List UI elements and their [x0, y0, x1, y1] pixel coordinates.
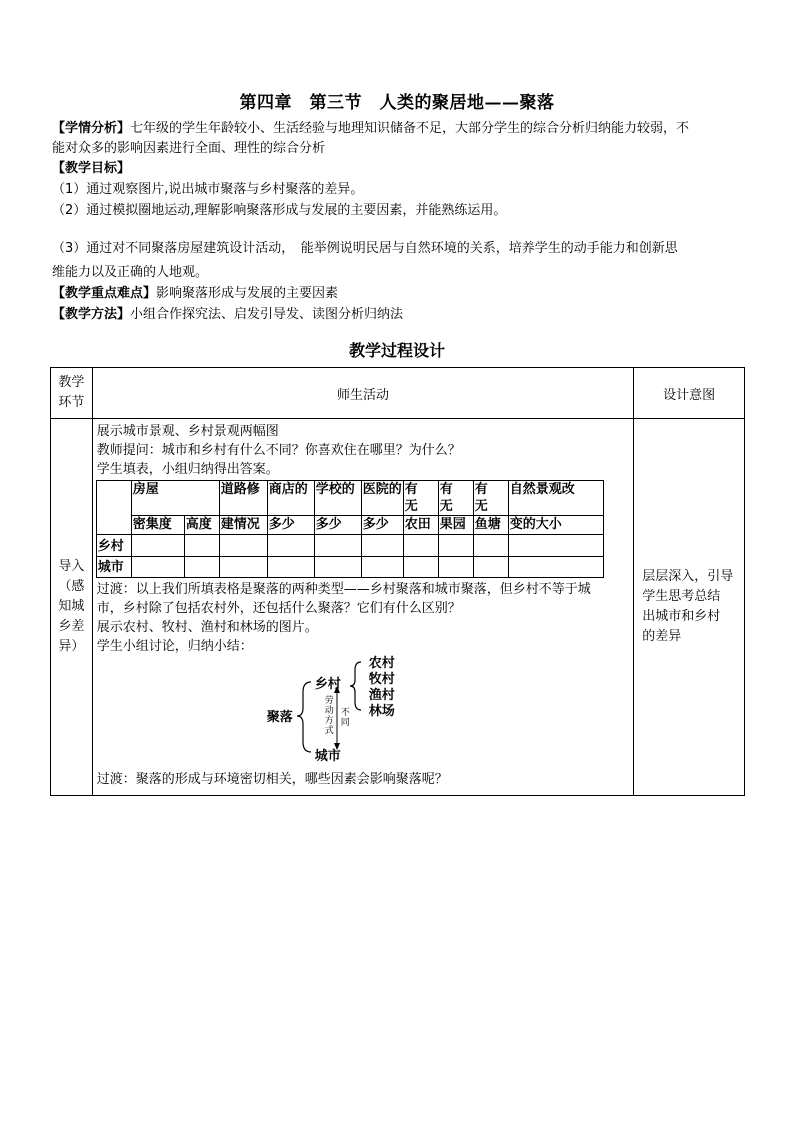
input-cell[interactable] [184, 557, 219, 578]
goal-1: （1）通过观察图片,说出城市聚落与乡村聚落的差异。 [52, 182, 364, 197]
pond-header: 有 无 [473, 481, 508, 516]
types-brace [350, 662, 361, 710]
height-header: 高度 [184, 516, 219, 535]
input-cell[interactable] [403, 535, 438, 557]
diagram-braces [97, 660, 635, 768]
page-title: 第四章 第三节 人类的聚居地——聚落 [239, 93, 555, 113]
input-cell[interactable] [361, 535, 403, 557]
input-cell[interactable] [314, 557, 361, 578]
orchard-header: 有 无 [438, 481, 473, 516]
activity-text: 展示农村、牧村、渔村和林场的图片。 [96, 620, 318, 635]
road-header-2: 建情况 [219, 516, 267, 535]
header-intent: 设计意图 [634, 368, 745, 419]
process-row-intro [51, 419, 745, 796]
goals-label [52, 159, 752, 179]
activity-text: 展示城市景观、乡村景观两幅图 [96, 424, 279, 439]
stage-line: 知城 [58, 599, 85, 614]
shop-header-2: 多少 [267, 516, 314, 535]
method-label: 【教学方法】 [52, 307, 131, 322]
key-points [52, 284, 752, 304]
nature-header: 自然景观改 [508, 481, 603, 516]
input-cell[interactable] [314, 535, 361, 557]
road-header: 道路修 [219, 481, 267, 516]
orchard-header-2: 果园 [438, 516, 473, 535]
intent-line: 出城市和乡村 [642, 609, 721, 624]
goal-3-cont: 维能力以及正确的人地观。 [52, 265, 209, 280]
settlement-diagram [97, 656, 629, 768]
diagram-diff: 不同 [340, 708, 350, 728]
pond-header-2: 鱼塘 [473, 516, 508, 535]
analysis-text: 七年级的学生年龄较小、生活经验与地理知识储备不足，大部分学生的综合分析归纳能力较弱，不 [130, 121, 690, 136]
farm-header-2: 农田 [403, 516, 438, 535]
activity-text: 市，乡村除了包括农村外，还包括什么聚落？它们有什么区别？ [96, 601, 461, 616]
analysis-line [52, 119, 752, 139]
analysis-line-2: 能对众多的影响因素进行全面、理性的综合分析 [52, 141, 326, 156]
diagram-village: 乡村 [314, 677, 341, 692]
header-stage: 教学 环节 [51, 368, 93, 419]
input-cell[interactable] [508, 535, 603, 557]
hospital-header-2: 多少 [361, 516, 403, 535]
comparison-table [96, 480, 604, 578]
diagram-labor: 劳动方式 [324, 696, 334, 736]
goals-label-text: 【教学目标】 [52, 161, 131, 176]
key-label: 【教学重点难点】 [52, 286, 157, 301]
input-cell[interactable] [219, 557, 267, 578]
input-cell[interactable] [131, 557, 184, 578]
intent-cell [634, 419, 745, 796]
stage-line: 乡差 [58, 619, 85, 634]
input-cell[interactable] [219, 535, 267, 557]
input-cell[interactable] [508, 557, 603, 578]
input-cell[interactable] [438, 557, 473, 578]
input-cell[interactable] [438, 535, 473, 557]
process-table [50, 367, 745, 796]
blank-cell [96, 481, 131, 535]
diagram-root: 聚落 [266, 710, 293, 725]
intent-line: 的差异 [642, 629, 682, 644]
input-cell[interactable] [473, 535, 508, 557]
analysis-label: 【学情分析】 [52, 121, 131, 136]
stage-line: 异） [58, 639, 85, 654]
input-cell[interactable] [267, 557, 314, 578]
input-cell[interactable] [131, 535, 184, 557]
activity-text: 教师提问：城市和乡村有什么不同？你喜欢住在哪里？为什么？ [96, 443, 461, 458]
goal-2: （2）通过模拟圈地运动,理解影响聚落形成与发展的主要因素，并能熟练运用。 [52, 203, 507, 218]
row-label-village: 乡村 [96, 535, 131, 557]
row-label-city: 城市 [96, 557, 131, 578]
goal-3: （3）通过对不同聚落房屋建筑设计活动， 能举例说明民居与自然环境的关系，培养学生的动手能力和创新思 [52, 241, 678, 256]
header-activity: 师生活动 [92, 368, 633, 419]
key-text: 影响聚落形成与发展的主要因素 [156, 286, 339, 301]
input-cell[interactable] [267, 535, 314, 557]
hospital-header: 医院的 [361, 481, 403, 516]
nature-header-2: 变的大小 [508, 516, 603, 535]
house-header: 房屋 [131, 481, 219, 516]
input-cell[interactable] [361, 557, 403, 578]
section-title: 教学过程设计 [348, 341, 445, 360]
diagram-type: 农村 [368, 656, 395, 671]
activity-text: 学生填表，小组归纳得出答案。 [96, 462, 279, 477]
stage-line: （感 [58, 579, 85, 594]
density-header: 密集度 [131, 516, 184, 535]
process-table-header [51, 368, 745, 419]
stage-line: 导入 [58, 559, 85, 574]
diagram-type: 渔村 [368, 688, 395, 703]
teaching-method [52, 305, 752, 325]
diagram-type: 林场 [368, 704, 395, 719]
stage-cell [51, 419, 93, 796]
input-cell[interactable] [403, 557, 438, 578]
intent-line: 学生思考总结 [642, 589, 721, 604]
activity-cell [92, 419, 633, 796]
farm-header: 有 无 [403, 481, 438, 516]
activity-text: 过渡：以上我们所填表格是聚落的两种类型——乡村聚落和城市聚落，但乡村不等于城 [96, 582, 591, 597]
input-cell[interactable] [473, 557, 508, 578]
diagram-city: 城市 [314, 749, 341, 764]
input-cell[interactable] [184, 535, 219, 557]
activity-text: 过渡：聚落的形成与环境密切相关，哪些因素会影响聚落呢？ [96, 772, 448, 787]
intent-line: 层层深入，引导 [642, 569, 734, 584]
method-text: 小组合作探究法、启发引导发、读图分析归纳法 [130, 307, 404, 322]
diagram-type: 牧村 [368, 672, 395, 687]
school-header: 学校的 [314, 481, 361, 516]
school-header-2: 多少 [314, 516, 361, 535]
root-brace [297, 682, 311, 752]
activity-text: 学生小组讨论，归纳小结： [96, 639, 253, 654]
shop-header: 商店的 [267, 481, 314, 516]
